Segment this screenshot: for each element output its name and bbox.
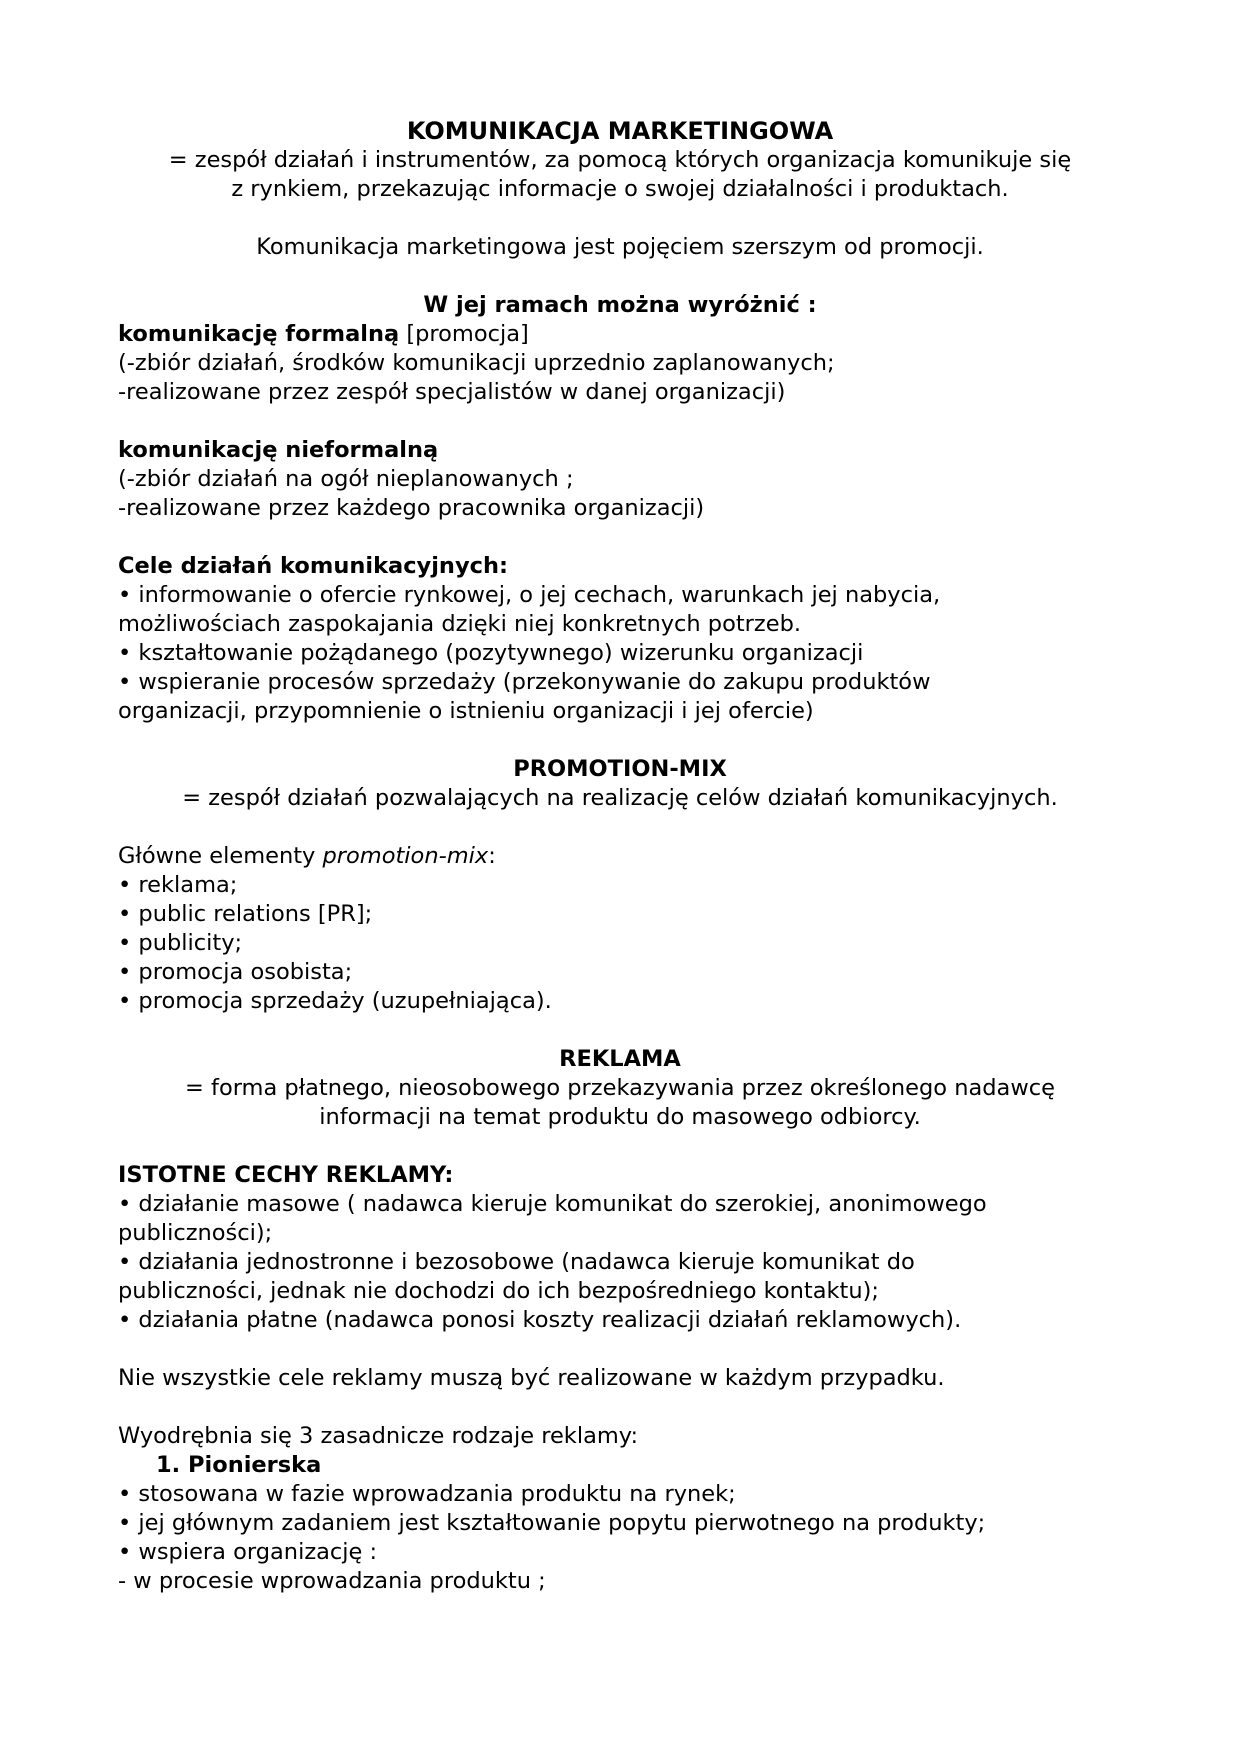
type1-line: • jej głównym zadaniem jest kształtowanie popytu pierwotnego na produkty; xyxy=(118,1510,986,1536)
formal-line: -realizowane przez zespół specjalistów w danej organizacji) xyxy=(118,379,786,405)
advertising-types-intro: Wyodrębnia się 3 zasadnicze rodzaje reklamy: xyxy=(118,1423,639,1449)
spacer xyxy=(118,813,1122,842)
features-line: • działania jednostronne i bezosobowe (nadawca kieruje komunikat do xyxy=(118,1249,915,1275)
formal-line: (-zbiór działań, środków komunikacji uprzednio zaplanowanych; xyxy=(118,350,835,376)
goals-line: • informowanie o ofercie rynkowej, o jej cechach, warunkach jej nabycia, xyxy=(118,582,941,608)
type1-line: - w procesie wprowadzania produktu ; xyxy=(118,1568,546,1594)
goals-line: możliwościach zaspokajania dzięki niej konkretnych potrzeb. xyxy=(118,611,802,637)
goals-line: • wspieranie procesów sprzedaży (przekonywanie do zakupu produktów xyxy=(118,669,931,695)
spacer xyxy=(118,407,1122,436)
goals-line: • kształtowanie pożądanego (pozytywnego) wizerunku organizacji xyxy=(118,640,864,666)
spacer xyxy=(118,1132,1122,1161)
spacer xyxy=(118,204,1122,233)
definition-line: z rynkiem, przekazując informacje o swojej działalności i produktach. xyxy=(231,176,1009,202)
promotion-mix-item: • reklama; xyxy=(118,872,238,898)
forms-heading: W jej ramach można wyróżnić : xyxy=(423,292,817,318)
spacer xyxy=(118,726,1122,755)
promotion-mix-heading: PROMOTION-MIX xyxy=(513,756,727,782)
type1-heading: 1. Pionierska xyxy=(156,1452,322,1478)
elements-term: promotion-mix xyxy=(322,843,489,869)
promotion-mix-item: • publicity; xyxy=(118,930,243,956)
type1-line: • stosowana w fazie wprowadzania produktu na rynek; xyxy=(118,1481,736,1507)
definition-line: = zespół działań i instrumentów, za pomocą których organizacja komunikuje się xyxy=(168,147,1072,173)
advertising-definition-line: = forma płatnego, nieosobowego przekazywania przez określonego nadawcę xyxy=(185,1075,1055,1101)
elements-suffix: : xyxy=(488,843,496,869)
spacer xyxy=(118,1335,1122,1364)
elements-prefix: Główne elementy xyxy=(118,843,323,869)
informal-communication-heading: komunikację nieformalną xyxy=(118,437,439,463)
formal-label: komunikację formalną xyxy=(118,321,400,347)
informal-line: -realizowane przez każdego pracownika organizacji) xyxy=(118,495,705,521)
spacer xyxy=(118,1393,1122,1422)
advertising-goals-note: Nie wszystkie cele reklamy muszą być realizowane w każdym przypadku. xyxy=(118,1365,945,1391)
spacer xyxy=(118,262,1122,291)
advertising-definition-line: informacji na temat produktu do masowego odbiorcy. xyxy=(319,1104,921,1130)
goals-line: organizacji, przypomnienie o istnieniu organizacji i jej ofercie) xyxy=(118,698,814,724)
informal-line: (-zbiór działań na ogół nieplanowanych ; xyxy=(118,466,574,492)
promotion-mix-elements-intro xyxy=(118,842,1122,871)
formal-communication-heading xyxy=(118,320,1122,349)
features-line: publiczności); xyxy=(118,1220,273,1246)
features-line: • działanie masowe ( nadawca kieruje komunikat do szerokiej, anonimowego xyxy=(118,1191,987,1217)
document-page xyxy=(118,117,1122,1596)
spacer xyxy=(118,523,1122,552)
type1-line: • wspiera organizację : xyxy=(118,1539,378,1565)
promotion-mix-item: • promocja sprzedaży (uzupełniająca). xyxy=(118,988,552,1014)
note-paragraph: Komunikacja marketingowa jest pojęciem szerszym od promocji. xyxy=(256,234,984,260)
promotion-mix-item: • public relations [PR]; xyxy=(118,901,373,927)
promotion-mix-item: • promocja osobista; xyxy=(118,959,353,985)
features-line: • działania płatne (nadawca ponosi koszty realizacji działań reklamowych). xyxy=(118,1307,962,1333)
goals-heading: Cele działań komunikacyjnych: xyxy=(118,553,508,579)
advertising-heading: REKLAMA xyxy=(559,1046,681,1072)
formal-suffix: [promocja] xyxy=(399,321,529,347)
features-heading: ISTOTNE CECHY REKLAMY: xyxy=(118,1162,454,1188)
promotion-mix-definition: = zespół działań pozwalających na realizację celów działań komunikacyjnych. xyxy=(182,785,1058,811)
spacer xyxy=(118,1016,1122,1045)
document-title: KOMUNIKACJA MARKETINGOWA xyxy=(406,117,834,145)
features-line: publiczności, jednak nie dochodzi do ich bezpośredniego kontaktu); xyxy=(118,1278,879,1304)
